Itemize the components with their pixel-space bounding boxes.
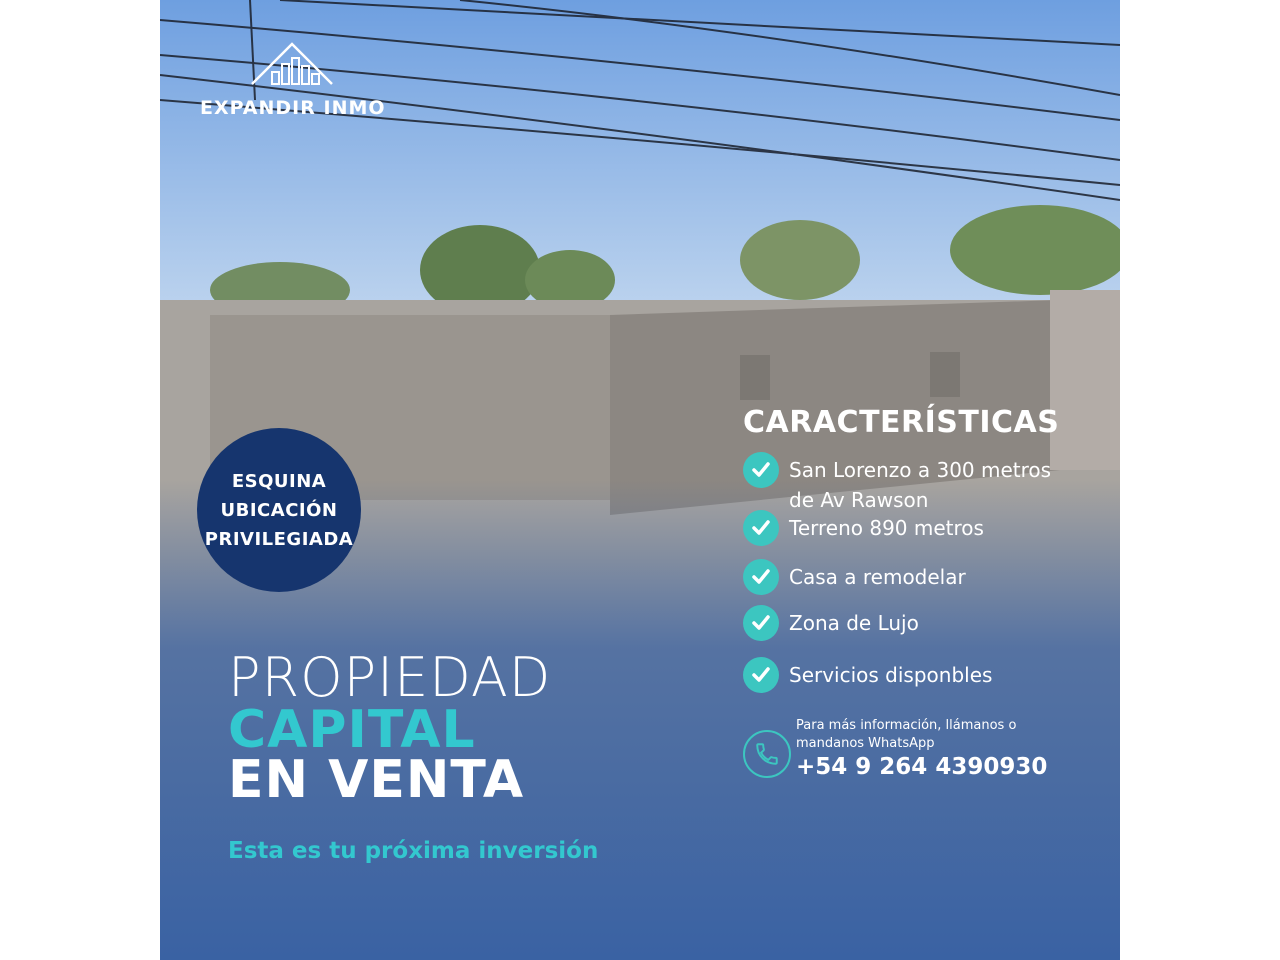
headline-line-2: CAPITAL (228, 700, 476, 760)
phone-icon[interactable] (743, 730, 791, 778)
feature-text: Servicios disponbles (789, 663, 993, 687)
feature-text: Terreno 890 metros (789, 516, 984, 540)
feature-text: San Lorenzo a 300 metros (789, 458, 1052, 482)
location-badge (197, 428, 361, 592)
property-ad-poster (160, 0, 1120, 960)
contact-note: Para más información, llámanos o mandanos WhatsApp (796, 718, 1017, 751)
brand-name: EXPANDIR INMO (200, 97, 386, 119)
feature-text: Casa a remodelar (789, 565, 966, 589)
feature-text: Zona de Lujo (789, 611, 919, 635)
check-icon (743, 510, 779, 546)
feature-item (743, 608, 919, 641)
feature-item (743, 660, 992, 693)
feature-text: de Av Rawson (789, 488, 929, 512)
headline-line-3: EN VENTA (228, 750, 525, 810)
feature-item (743, 513, 984, 546)
badge-line: PRIVILEGIADA (204, 528, 354, 550)
check-icon (743, 559, 779, 595)
contact-phone-number[interactable]: +54 9 264 4390930 (796, 754, 1048, 780)
badge-line: UBICACIÓN (220, 499, 338, 521)
check-icon (743, 452, 779, 488)
check-icon (743, 605, 779, 641)
badge-line: ESQUINA (231, 470, 327, 492)
headline-line-1: PROPIEDAD (228, 646, 552, 709)
check-icon (743, 657, 779, 693)
tagline: Esta es tu próxima inversión (228, 838, 599, 864)
feature-item (743, 455, 1051, 515)
features-title: CARACTERÍSTICAS (743, 405, 1060, 440)
feature-item (743, 562, 966, 595)
